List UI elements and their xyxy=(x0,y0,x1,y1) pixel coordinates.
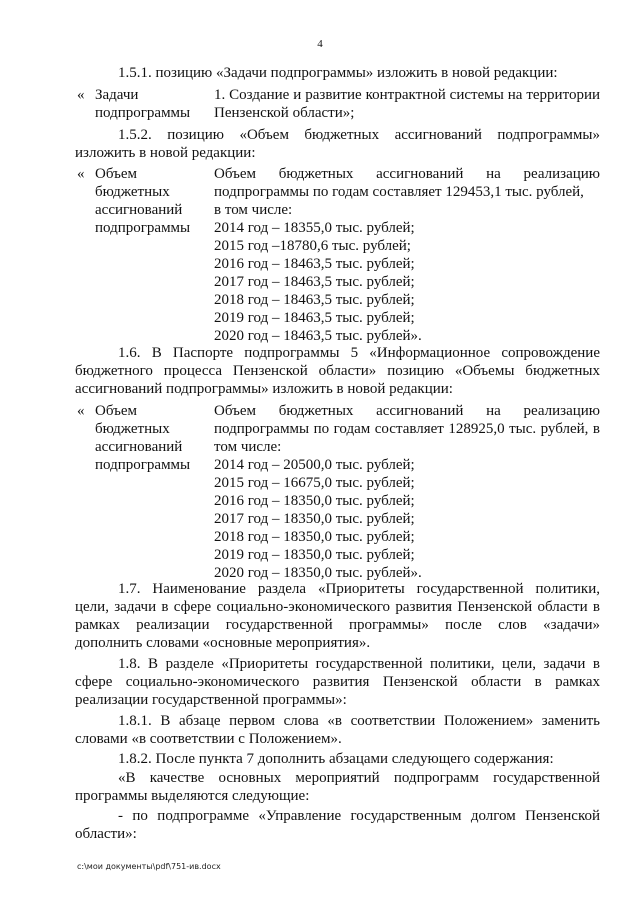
footer-file-path: c:\мои документы\pdf\751-ив.docx xyxy=(77,862,221,871)
paragraph-line: 1.7. Наименование раздела «Приоритеты государственной политики, xyxy=(118,581,600,597)
paragraph-1-5-1 xyxy=(75,64,600,82)
tasks-position-row xyxy=(75,86,600,121)
paragraph-1-7 xyxy=(75,580,600,652)
value-line: 2018 год – 18350,0 тыс. рублей; xyxy=(214,529,415,545)
paragraph-line: реализации государственной программы»: xyxy=(75,692,347,708)
paragraph-line: рамках реализации государственной программы» после слов «задачи» xyxy=(75,617,600,633)
value-line: в том числе: xyxy=(214,202,293,218)
paragraph-line: 1.6. В Паспорте подпрограммы 5 «Информационное сопровождение xyxy=(118,345,600,361)
value-line: 2020 год – 18463,5 тыс. рублей». xyxy=(214,328,422,344)
paragraph-line: 1.5.2. позицию «Объем бюджетных ассигнований подпрограммы» xyxy=(118,127,600,143)
page-number: 4 xyxy=(317,38,323,50)
value-line: том числе: xyxy=(214,439,282,455)
value-line: 2014 год – 20500,0 тыс. рублей; xyxy=(214,457,415,473)
paragraph-line: изложить в новой редакции: xyxy=(75,145,256,161)
paragraph-line: бюджетного процесса Пензенской области» позицию «Объемы бюджетных xyxy=(75,363,600,379)
budget-label-2 xyxy=(95,402,215,474)
paragraph-line: 1.8. В разделе «Приоритеты государственной политики, цели, задачи в xyxy=(118,656,600,672)
paragraph-line: 1.8.2. После пункта 7 дополнить абзацами следующего содержания: xyxy=(118,751,554,767)
value-line: 2017 год – 18350,0 тыс. рублей; xyxy=(214,511,415,527)
value-line: Объем бюджетных ассигнований на реализацию xyxy=(214,403,600,419)
budget-allocation-block-2 xyxy=(75,402,600,581)
label-line: бюджетных xyxy=(95,421,170,437)
tasks-value xyxy=(214,86,600,122)
paragraph-line: 1.5.1. позицию «Задачи подпрограммы» изложить в новой редакции: xyxy=(118,65,558,81)
value-line: 2019 год – 18463,5 тыс. рублей; xyxy=(214,310,415,326)
paragraph-line: сфере социально-экономического развития Пензенской области в рамках xyxy=(75,674,600,690)
value-line: Пензенской области»; xyxy=(214,105,355,121)
paragraph-line: - по подпрограмме «Управление государственным долгом Пензенской xyxy=(118,808,600,824)
budget-label-1 xyxy=(95,165,215,237)
paragraph-quote xyxy=(75,769,600,805)
value-line: подпрограммы по годам составляет 128925,0 тыс. рублей, в xyxy=(214,421,600,437)
value-line: 2020 год – 18350,0 тыс. рублей». xyxy=(214,565,422,581)
value-line: 2015 год –18780,6 тыс. рублей; xyxy=(214,238,411,254)
paragraph-line: программы выделяются следующие: xyxy=(75,788,310,804)
label-line: бюджетных xyxy=(95,184,170,200)
opening-quote: « xyxy=(77,403,85,419)
label-line: Объем xyxy=(95,166,137,182)
value-line: 1. Создание и развитие контрактной системы на территории xyxy=(214,87,600,103)
paragraph-1-8 xyxy=(75,655,600,709)
tasks-label xyxy=(95,86,215,122)
value-line: Объем бюджетных ассигнований на реализацию xyxy=(214,166,600,182)
label-line: подпрограммы xyxy=(95,457,191,473)
paragraph-1-8-1 xyxy=(75,712,600,748)
paragraph-line: цели, задачи в сфере социально-экономического развития Пензенской области в xyxy=(75,599,600,615)
opening-quote: « xyxy=(77,166,85,182)
paragraph-line: области»: xyxy=(75,826,137,842)
value-line: 2015 год – 16675,0 тыс. рублей; xyxy=(214,475,415,491)
budget-value-1 xyxy=(214,165,600,345)
budget-value-2 xyxy=(214,402,600,582)
paragraph-1-8-2 xyxy=(75,750,600,768)
paragraph-line: «В качестве основных мероприятий подпрограмм государственной xyxy=(118,770,600,786)
paragraph-line: ассигнований подпрограммы» изложить в новой редакции: xyxy=(75,381,453,397)
value-line: 2016 год – 18463,5 тыс. рублей; xyxy=(214,256,415,272)
label-line: подпрограммы xyxy=(95,220,191,236)
label-line: Задачи xyxy=(95,87,139,103)
opening-quote: « xyxy=(77,87,85,103)
value-line: 2019 год – 18350,0 тыс. рублей; xyxy=(214,547,415,563)
label-line: Объем xyxy=(95,403,137,419)
label-line: подпрограммы xyxy=(95,105,191,121)
paragraph-line: 1.8.1. В абзаце первом слова «в соответствии Положением» заменить xyxy=(118,713,600,729)
value-line: 2016 год – 18350,0 тыс. рублей; xyxy=(214,493,415,509)
value-line: 2014 год – 18355,0 тыс. рублей; xyxy=(214,220,415,236)
value-line: 2018 год – 18463,5 тыс. рублей; xyxy=(214,292,415,308)
budget-allocation-block-1 xyxy=(75,165,600,344)
paragraph-line: дополнить словами «основные мероприятия». xyxy=(75,635,371,651)
paragraph-1-5-2 xyxy=(75,126,600,162)
label-line: ассигнований xyxy=(95,439,183,455)
label-line: ассигнований xyxy=(95,202,183,218)
value-line: 2017 год – 18463,5 тыс. рублей; xyxy=(214,274,415,290)
paragraph-line: словами «в соответствии с Положением». xyxy=(75,731,342,747)
value-line: подпрограммы по годам составляет 129453,1 тыс. рублей, xyxy=(214,184,584,200)
paragraph-1-6 xyxy=(75,344,600,398)
paragraph-dash xyxy=(75,807,600,843)
